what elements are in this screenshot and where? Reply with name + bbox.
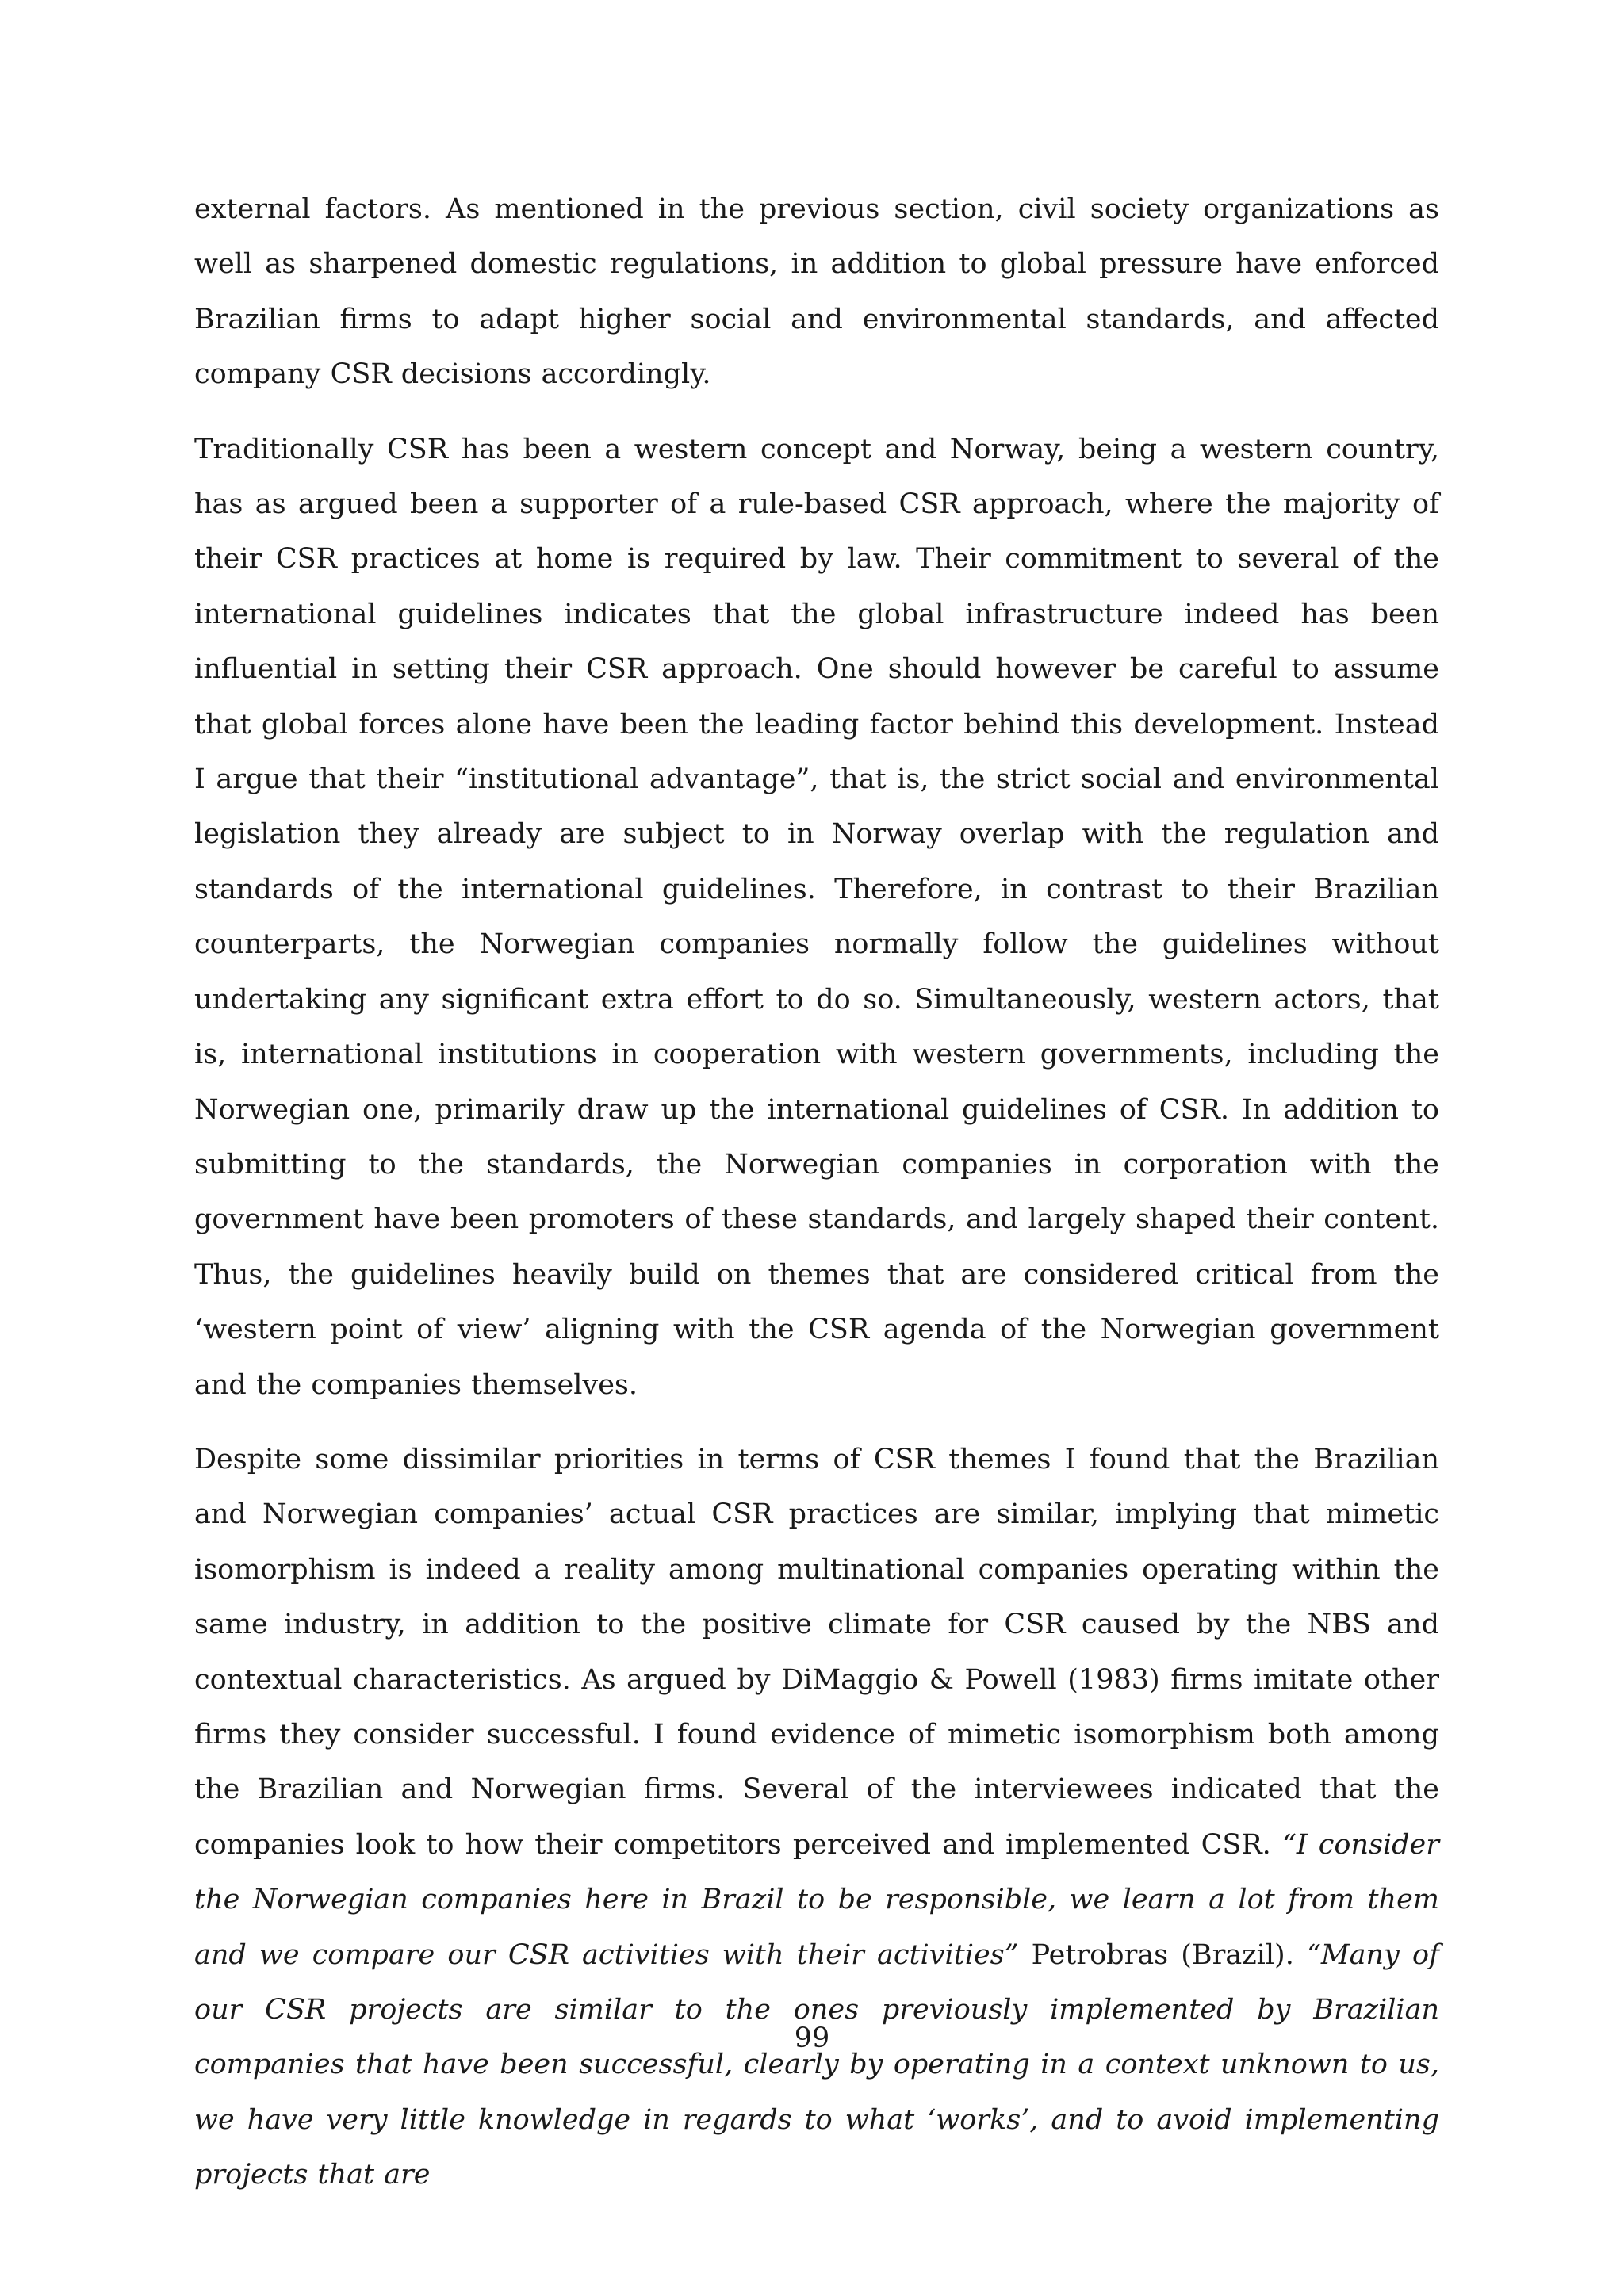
quote-norwegian-company: “Many of our CSR projects are similar to the ones previously implemented by Brazilian companies that have been successful, clearly by operating in a context unknown to us, we have very little knowledge in regards to what ‘works’, and to avoid implementing projects that are [194, 1938, 1439, 2191]
document-body [194, 182, 1439, 2223]
paragraph-3-text-a: Despite some dissimilar priorities in terms of CSR themes I found that the Brazilian and Norwegian companies’ actual CSR practices are similar, implying that mimetic isomorphism is indeed a reality among multinational companies operating within the same industry, in addition to the positive climate for CSR caused by the NBS and contextual characteristics. As argued by DiMaggio & Powell (1983) firms imitate other firms they consider successful. I found evidence of mimetic isomorphism both among the Brazilian and Norwegian firms. Several of the interviewees indicated that the companies look to how their competitors perceived and implemented CSR. [194, 1443, 1439, 1861]
page-number: 99 [794, 2022, 830, 2054]
paragraph-3 [194, 1433, 1439, 2203]
quote-petrobras: “I consider the Norwegian companies here in Brazil to be responsible, we learn a lot from them and we compare our CSR activities with their activities” [194, 1828, 1439, 1971]
paragraph-1-text: external factors. As mentioned in the previous section, civil society organizations as well as sharpened domestic regulations, in addition to global pressure have enforced Brazilian firms to adapt higher social and environmental standards, and affected company CSR decisions accordingly. [194, 193, 1439, 391]
paragraph-1 [194, 182, 1439, 403]
paragraph-2-text: Traditionally CSR has been a western concept and Norway, being a western country, has as argued been a supporter of a rule-based CSR approach, where the majority of their CSR practices at home is required by law. Their commitment to several of the international guidelines indicates that the global infrastructure indeed has been influential in setting their CSR approach. One should however be careful to assume that global forces alone have been the leading factor behind this development. Instead I argue that their “institutional advantage”, that is, the strict social and environmental legislation they already are subject to in Norway overlap with the regulation and standards of the international guidelines. Therefore, in contrast to their Brazilian counterparts, the Norwegian companies normally follow the guidelines without undertaking any significant extra effort to do so. Simultaneously, western actors, that is, international institutions in cooperation with western governments, including the Norwegian one, primarily draw up the international guidelines of CSR. In addition to submitting to the standards, the Norwegian companies in corporation with the government have been promoters of these standards, and largely shaped their content. Thus, the guidelines heavily build on themes that are considered critical from the ‘western point of view’ aligning with the CSR agenda of the Norwegian government and the companies themselves. [194, 433, 1439, 1401]
paragraph-2 [194, 423, 1439, 1413]
paragraph-3-text-b: Petrobras (Brazil). [1018, 1938, 1307, 1971]
